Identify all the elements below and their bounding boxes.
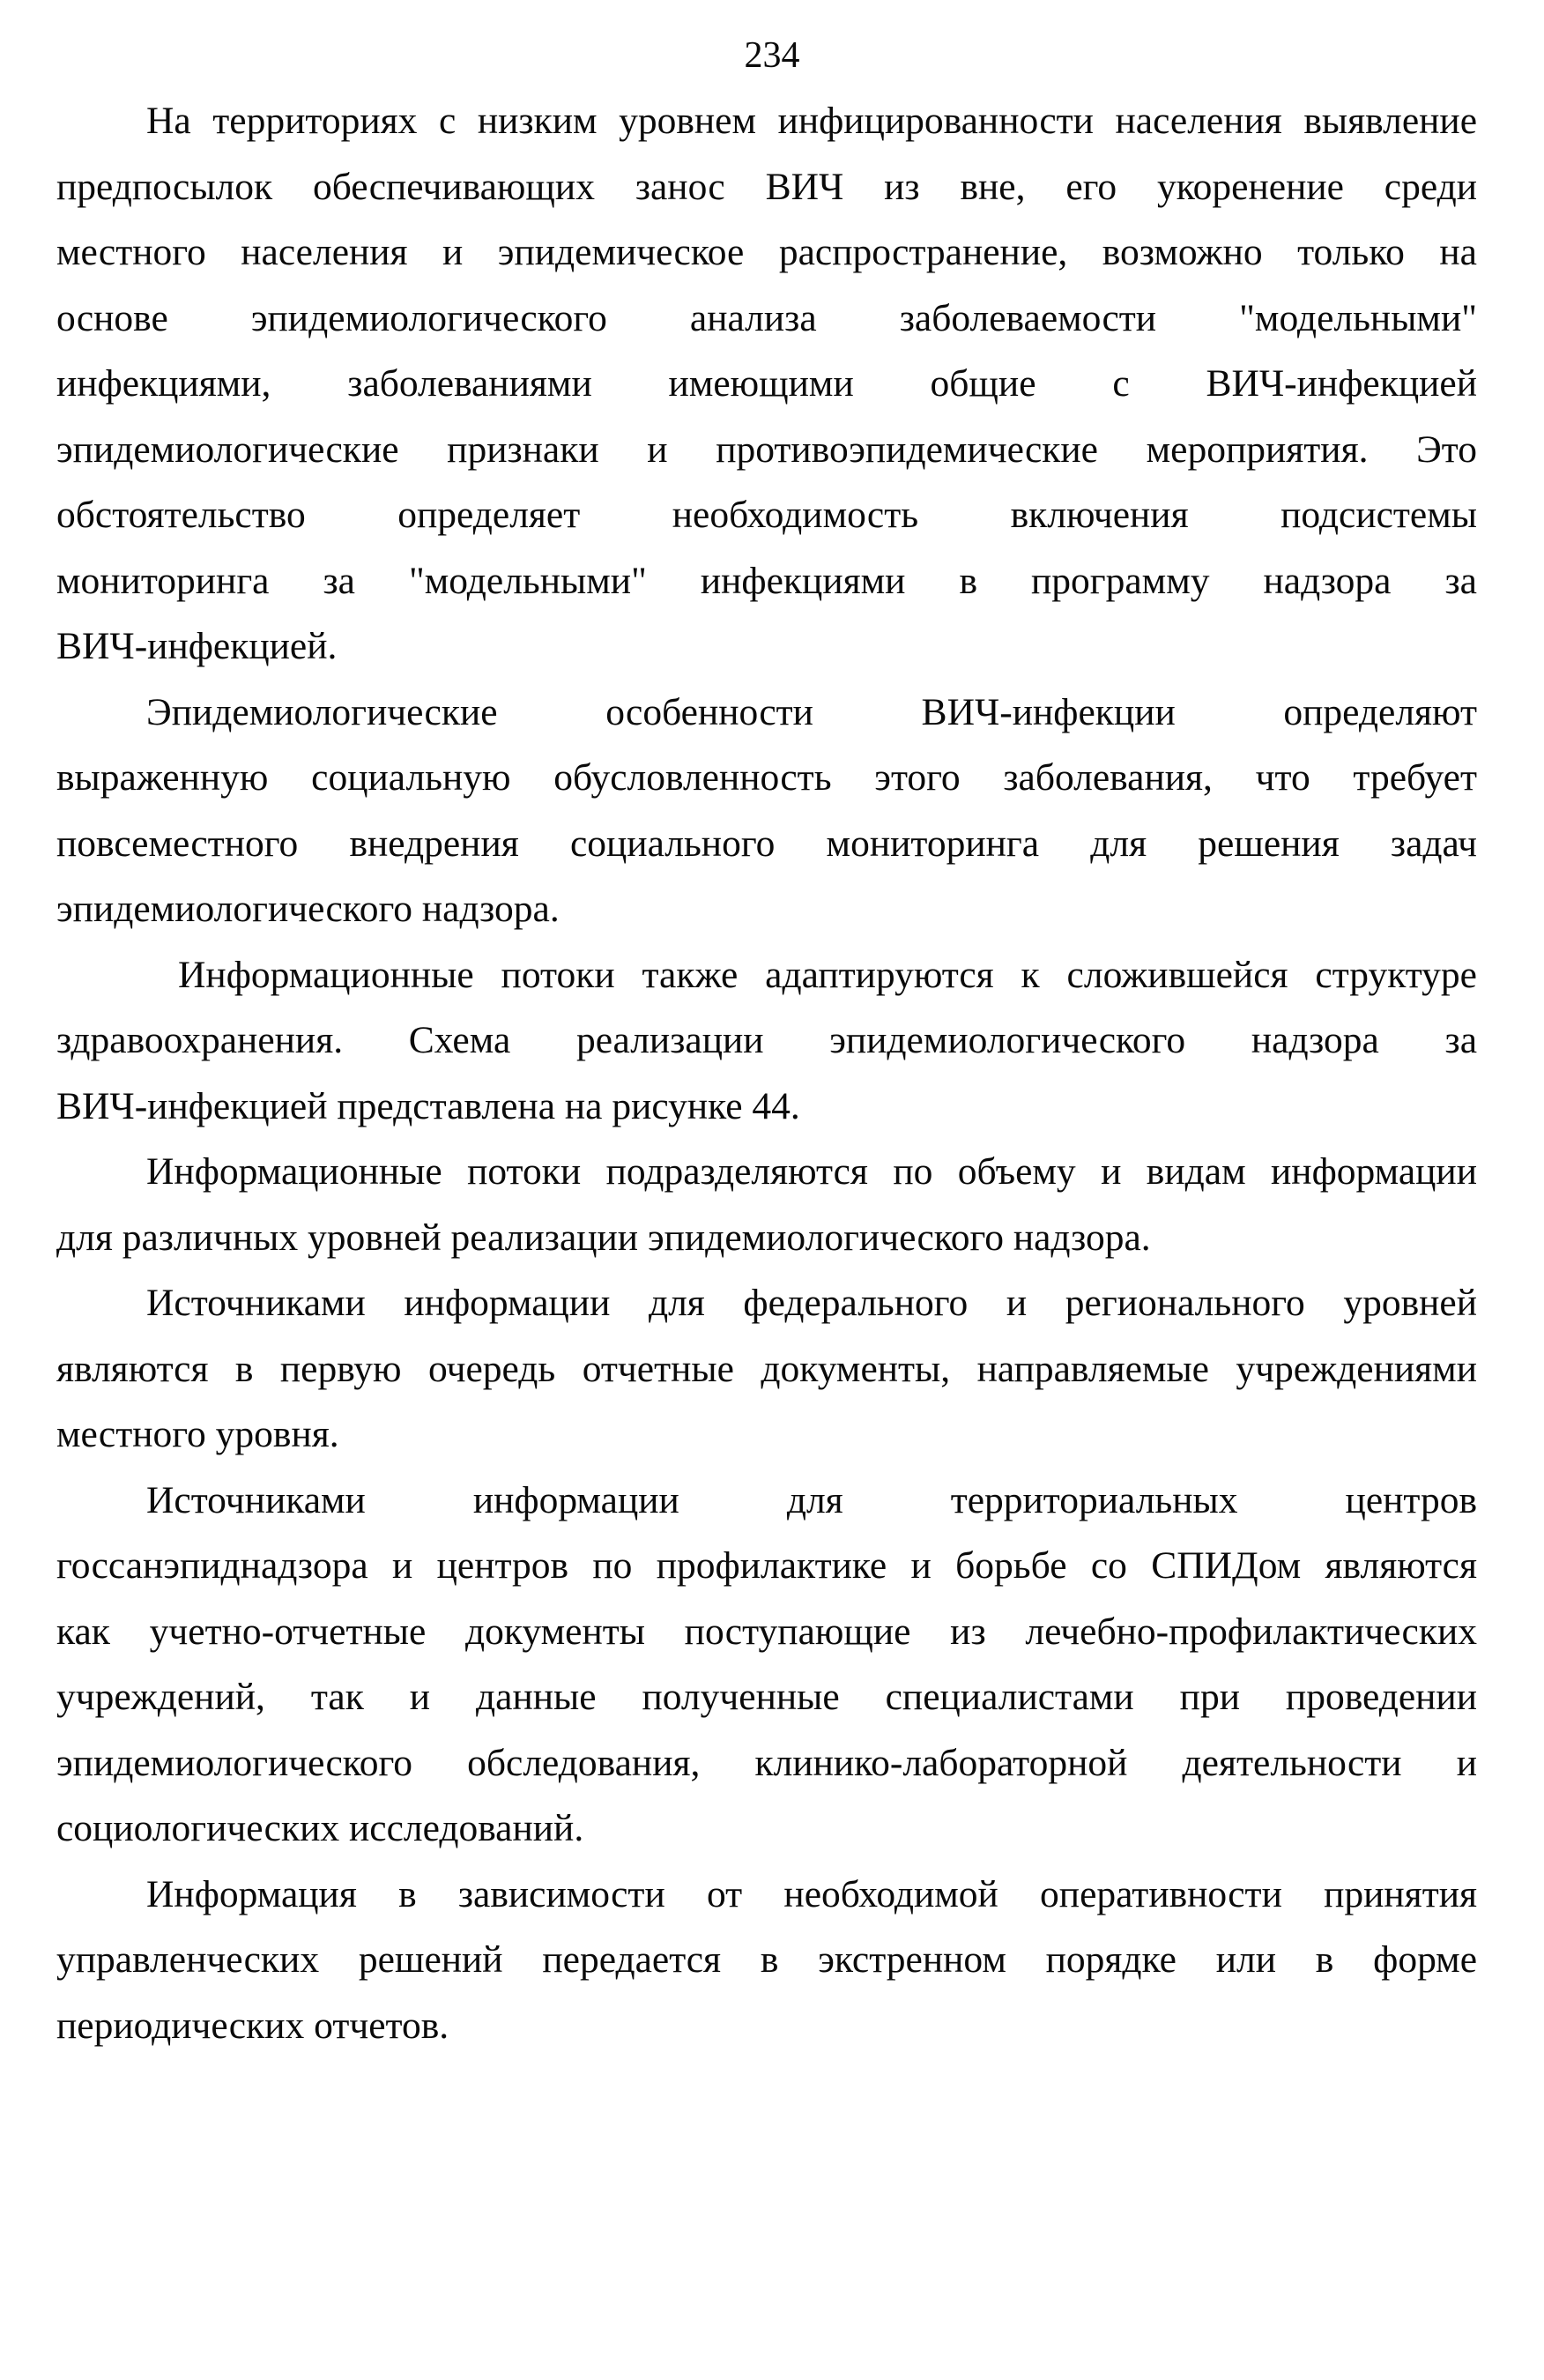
text-line: Информация в зависимости от необходимой оперативности принятия xyxy=(146,1872,1477,1915)
text-line: местного населения и эпидемическое распространение, возможно только на xyxy=(56,231,1477,273)
text-line: На территориях с низким уровнем инфицированности населения выявление xyxy=(146,100,1477,142)
text-line: Информационные потоки подразделяются по объему и видам информации xyxy=(146,1150,1477,1193)
text-line: Источниками информации для территориальных центров xyxy=(146,1478,1477,1521)
paragraph-3 xyxy=(56,942,1477,1140)
paragraph-7 xyxy=(56,1862,1477,2059)
text-line: Информационные потоки также адаптируются к сложившейся структуре xyxy=(178,953,1477,996)
text-line: для различных уровней реализации эпидемиологического надзора. xyxy=(56,1216,1151,1259)
text-line: выраженную социальную обусловленность этого заболевания, что требует xyxy=(56,756,1477,799)
text-line: эпидемиологического надзора. xyxy=(56,888,560,930)
text-line: предпосылок обеспечивающих занос ВИЧ из вне, его укоренение среди xyxy=(56,165,1477,208)
text-line: эпидемиологические признаки и противоэпидемические мероприятия. Это xyxy=(56,428,1477,471)
text-line: здравоохранения. Схема реализации эпидемиологического надзора за xyxy=(56,1019,1477,1061)
text-line: ВИЧ-инфекцией представлена на рисунке 44. xyxy=(56,1084,800,1127)
body-text xyxy=(56,88,1477,2058)
paragraph-2 xyxy=(56,680,1477,942)
text-line: управленческих решений передается в экстренном порядке или в форме xyxy=(56,1938,1477,1981)
text-line: инфекциями, заболеваниями имеющими общие с ВИЧ-инфекцией xyxy=(56,362,1477,405)
text-line: периодических отчетов. xyxy=(56,2004,449,2047)
text-line: учреждений, так и данные полученные специалистами при проведении xyxy=(56,1676,1477,1718)
text-line: социологических исследований. xyxy=(56,1807,584,1849)
paragraph-4 xyxy=(56,1139,1477,1270)
text-line: госсанэпиднадзора и центров по профилактике и борьбе со СПИДом являются xyxy=(56,1544,1477,1587)
text-line: Источниками информации для федерального и регионального уровней xyxy=(146,1282,1477,1324)
text-line: мониторинга за "модельными" инфекциями в программу надзора за xyxy=(56,559,1477,602)
text-line: повсеместного внедрения социального мониторинга для решения задач xyxy=(56,822,1477,865)
text-line: как учетно-отчетные документы поступающие из лечебно-профилактических xyxy=(56,1610,1477,1653)
paragraph-1 xyxy=(56,88,1477,680)
text-line: основе эпидемиологического анализа заболеваемости "модельными" xyxy=(56,296,1477,339)
text-line: эпидемиологического обследования, клинико-лабораторной деятельности и xyxy=(56,1741,1477,1784)
text-line: обстоятельство определяет необходимость включения подсистемы xyxy=(56,494,1477,536)
paragraph-5 xyxy=(56,1270,1477,1468)
text-line: Эпидемиологические особенности ВИЧ-инфекции определяют xyxy=(146,690,1477,733)
text-line: местного уровня. xyxy=(56,1413,339,1455)
text-line: ВИЧ-инфекцией. xyxy=(56,625,338,667)
text-line: являются в первую очередь отчетные документы, направляемые учреждениями xyxy=(56,1347,1477,1390)
paragraph-6 xyxy=(56,1468,1477,1862)
page-number: 234 xyxy=(744,35,800,76)
